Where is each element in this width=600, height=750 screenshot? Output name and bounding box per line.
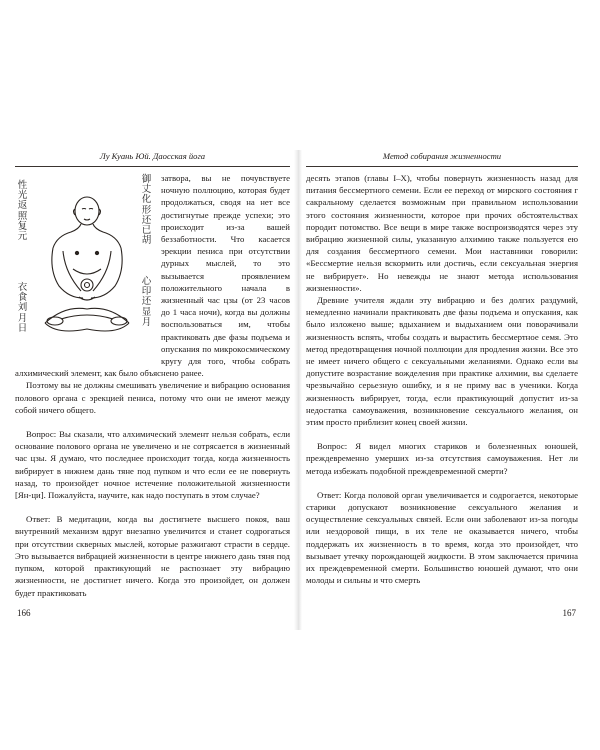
meditating-figure-drawing	[15, 173, 155, 355]
page-number-left: 166	[17, 608, 31, 618]
paragraph: десять этапов (главы I–X), чтобы повернуть жизненность назад для питания бессмертного семени. Если ее переход от мирского состояния г сакральному сделается возможным при правильном использовании этого состояния жизненности, которое при прочих обстоятельствах породит потомство. Все вещи в мире также воспроизводятся через эту вибрацию жизненной силы, указанную алхимию также пользуется ею для создания бессмертного семени. Мои наставники говорили: «Бессмертие нельзя вскормить или достичь, если сексуальная энергия не вибрирует». Но невежды не знают метода использования жизненности».	[306, 173, 578, 293]
inscription-left-col2: 衣食刘月日	[17, 282, 28, 334]
left-page-body	[15, 172, 290, 599]
inscription-right-col2: 心印还显月	[141, 276, 152, 328]
paragraph: Поэтому вы не должны смешивать увеличение и вибрацию основания полового органа с эрекцией пениса, потому что они не имеют между собой ничего общего.	[15, 380, 290, 415]
page-number-right: 167	[562, 608, 576, 618]
right-page-body	[306, 172, 578, 587]
right-page	[306, 150, 578, 630]
running-head-right: Метод собирания жизненности	[382, 151, 502, 161]
header-rule-left	[15, 166, 290, 167]
inscription-left-col1: 性光返照复元	[17, 180, 28, 243]
paragraph: Ответ: Когда половой орган увеличивается и содрогается, некоторые старики допускают возникновение сексуального желания и осуществление сексуальных связей. Если они заболевают из-за погоды или нездоровой пищи, в их теле не оказывается ничего, чтобы поддержать их жизненность в то время, когда это произойдет, что вызывает утечку порождающей жидкости. В этом заключается причина их преждевременной смерти. Большинство юношей думают, что они молоды и сильны и что смерть	[306, 489, 578, 586]
left-page	[15, 150, 290, 630]
meditating-figure-illustration	[15, 173, 155, 355]
paragraph: Вопрос: Вы сказали, что алхимический элемент нельзя собрать, если основание полового органа не увеличено и не сотрясается в жизненный час цзы. Я думаю, что последнее происходит тогда, когда жизненность вибрирует в нижнем дань тяне под пупком и что если ее не повернуть назад, то произойдет ночное истечение положительной жизненности [Ян-ци]. Пожалуйста, научите, как надо поступать в этом случае?	[15, 429, 290, 501]
paragraph: Ответ: В медитации, когда вы достигнете высшего покоя, ваш внутренний механизм вдруг внезапно увеличится и станет содрогаться при отсутствии скверных мыслей, которые разжигают страсти в сердце. Это вызывается вибрацией жизненности в центре нижнего дань тяня под пупком, которой практикующий не распознает эту вибрацию жизненности, не достигнет ничего. Когда это произойдет, он должен будет практиковать	[15, 514, 290, 598]
inscription-right-col1: 御丈化形还已胡	[141, 174, 152, 247]
book-gutter	[294, 150, 302, 630]
paragraph: затвора, вы не почувствуете ночную поллюцию, которая будет продолжаться, сводя на нет все достигнутые прежде успехи; это происходит из-за вашей беззаботности. Что касается эрекции пениса при отсутствии дурных мыслей, то это вызывается проявлением положительного начала в жизненный час цзы (от 23 часов до 1 часа ночи), когда вы должны воспользоваться им, чтобы практиковать две фазы подъема и опускания по микрокосмическому кругу для того, чтобы собрать алхимический элемент, как было объяснено ранее.	[15, 173, 290, 379]
paragraph: Древние учителя ждали эту вибрацию и без долгих раздумий, немедленно начинали практиковать две фазы подъема и опускания, как было изложено выше; вдыханием и выдыханием они поворачивали жизненность вспять, чтобы создать и вырастить бессмертное семя. Это метод предотвращения ночной поллюции для продления жизни. Все это не имеет ничего общего с сексуальными желаниями. Однако если вы допустите возрастание вожделения при практике алхимии, вы сделаете чрезвычайно серьезную ошибку, и я не приму вас в ученики. Когда жизненность вибрирует, тогда, если практикующий допустит из-за недостатка самоуважения, возникновение сексуального желания, он этим просто приблизит конец своей жизни.	[306, 295, 578, 428]
paragraph: Вопрос: Я видел многих стариков и болезненных юношей, преждевременно умерших из-за отсутствия самоуважения. Нет ли метода избежать подобной преждевременной смерти?	[306, 441, 578, 476]
header-rule-right	[306, 166, 578, 167]
running-head-left: Лу Куань Юй. Даосская йога	[99, 151, 206, 161]
